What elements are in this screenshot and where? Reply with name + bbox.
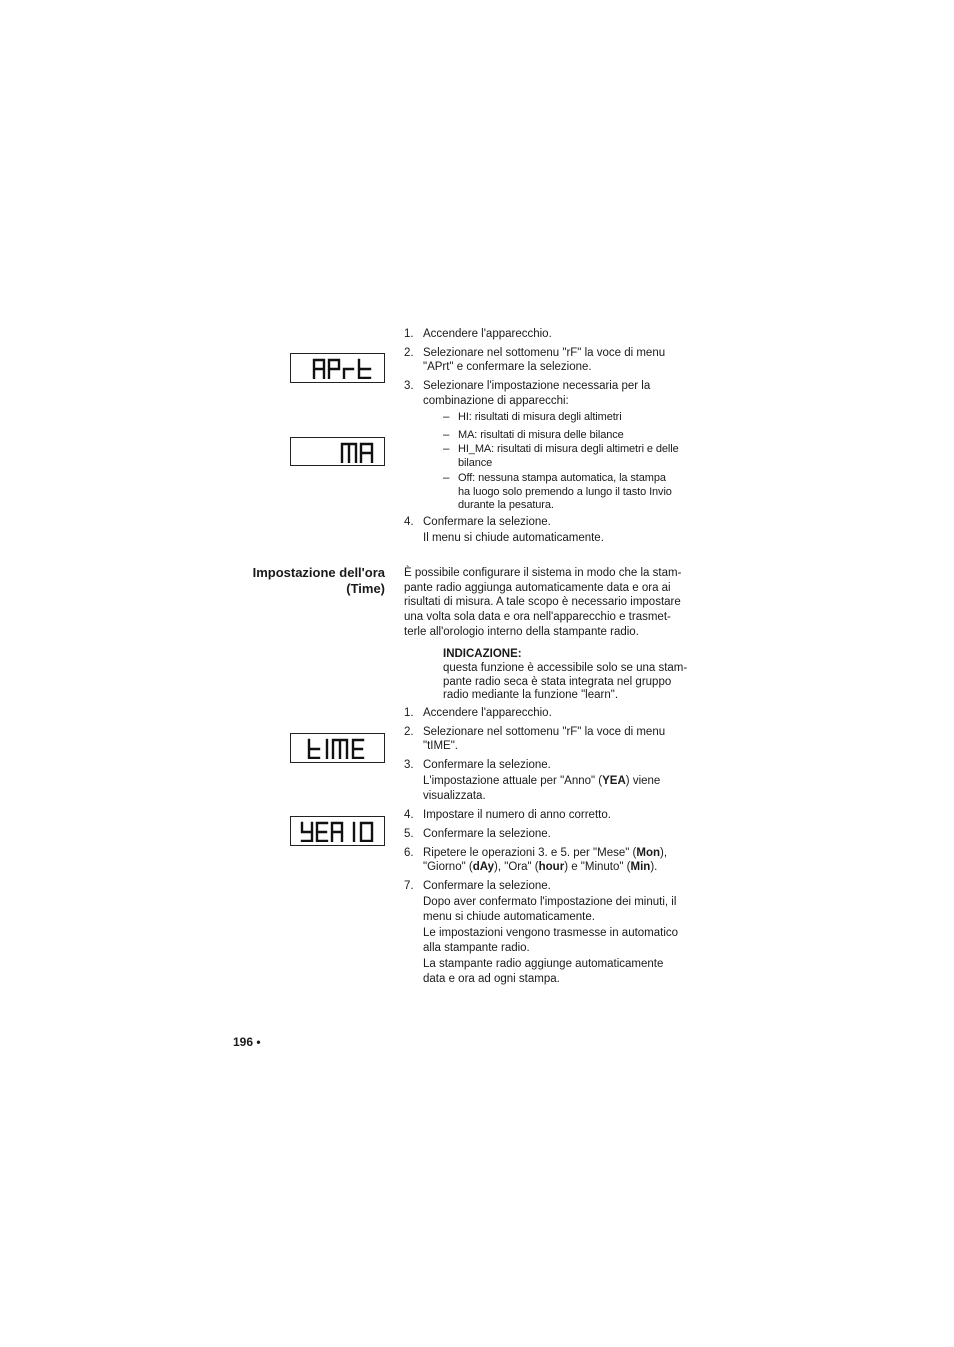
step-text: data e ora ad ogni stampa. [423,973,560,985]
step-text: Impostare il numero di anno corretto. [423,809,611,821]
step-text: La stampante radio aggiunge automaticamente [423,958,664,970]
step-number: 6. [404,847,414,859]
code-mon: Mon [636,847,660,859]
option-dash: – [443,411,450,423]
intro-text: terle all'orologio interno della stampante radio. [404,626,639,638]
code-yea: YEA [602,775,626,787]
step-number: 1. [404,328,414,340]
lcd-segment-icon [340,442,376,463]
step-text-part: "Giorno" ( [423,861,473,873]
step-text: "APrt" e confermare la selezione. [423,361,592,373]
step-number: 3. [404,759,414,771]
page-number: 196 • [233,1035,261,1049]
section-heading: Impostazione dell'ora [252,565,385,580]
step-text-part: Ripetere le operazioni 3. e 5. per "Mese" ( [423,847,637,859]
option-text: bilance [458,457,493,469]
intro-text: È possibile configurare il sistema in modo che la stam- [404,567,682,579]
step-text: Le impostazioni vengono trasmesse in automatico [423,927,679,939]
lcd-segment-icon [312,358,376,379]
step-text-part: ), "Ora" ( [494,861,539,873]
lcd-display-time [290,733,385,763]
step-text [423,774,660,788]
step-text-part: ). [650,861,658,873]
option-dash: – [443,443,450,455]
note-text: questa funzione è accessibile solo se una stam- [443,662,688,674]
step-text: Selezionare l'impostazione necessaria per la [423,380,651,392]
note-text: radio mediante la funzione "learn". [443,689,619,701]
step-text: Dopo aver confermato l'impostazione dei minuti, il [423,896,677,908]
step-text-part: L'impostazione attuale per "Anno" ( [423,775,603,787]
option-dash: – [443,429,450,441]
section-heading: (Time) [346,581,385,596]
step-text [423,846,667,860]
lcd-display-aprt [290,353,385,383]
step-text-part: ), [660,847,668,859]
step-text-part: ) viene [625,775,661,787]
code-day: dAy [472,861,495,873]
step-number: 3. [404,380,414,392]
option-text: Off: nessuna stampa automatica, la stampa [458,472,666,484]
step-number: 5. [404,828,414,840]
step-text: visualizzata. [423,790,486,802]
step-number: 4. [404,516,414,528]
step-number: 2. [404,726,414,738]
step-number: 1. [404,707,414,719]
step-number: 2. [404,347,414,359]
step-text: menu si chiude automaticamente. [423,911,595,923]
option-text: HI_MA: risultati di misura degli altimetri e delle [458,443,679,455]
lcd-display-yea [290,816,385,846]
step-text: alla stampante radio. [423,942,530,954]
lcd-segment-icon [305,738,369,759]
lcd-segment-icon [300,821,376,842]
intro-text: una volta sola data e ora nell'apparecchio e trasmet- [404,611,671,623]
step-text: Confermare la selezione. [423,880,551,892]
step-text: Confermare la selezione. [423,759,551,771]
option-dash: – [443,472,450,484]
step-text: Selezionare nel sottomenu "rF" la voce di menu [423,726,666,738]
note-title: INDICAZIONE: [443,648,522,660]
intro-text: pante radio aggiunga automaticamente data e ora ai [404,582,671,594]
option-text: HI: risultati di misura degli altimetri [458,411,622,423]
step-text [423,860,657,874]
step-text: combinazione di apparecchi: [423,395,569,407]
option-text: MA: risultati di misura delle bilance [458,429,624,441]
note-text: pante radio seca è stata integrata nel gruppo [443,676,672,688]
step-text: Accendere l'apparecchio. [423,328,552,340]
step-text: Confermare la selezione. [423,516,551,528]
step-text: Il menu si chiude automaticamente. [423,532,604,544]
step-text: Selezionare nel sottomenu "rF" la voce di menu [423,347,666,359]
step-text: "tIME". [423,740,458,752]
code-hour: hour [538,861,565,873]
step-text: Confermare la selezione. [423,828,551,840]
option-text: ha luogo solo premendo a lungo il tasto Invio [458,486,672,498]
step-text: Accendere l'apparecchio. [423,707,552,719]
intro-text: risultati di misura. A tale scopo è necessario impostare [404,596,681,608]
step-number: 4. [404,809,414,821]
code-min: Min [630,861,651,873]
step-text-part: ) e "Minuto" ( [564,861,631,873]
step-number: 7. [404,880,414,892]
option-text: durante la pesatura. [458,499,554,511]
lcd-display-ma [290,437,385,466]
